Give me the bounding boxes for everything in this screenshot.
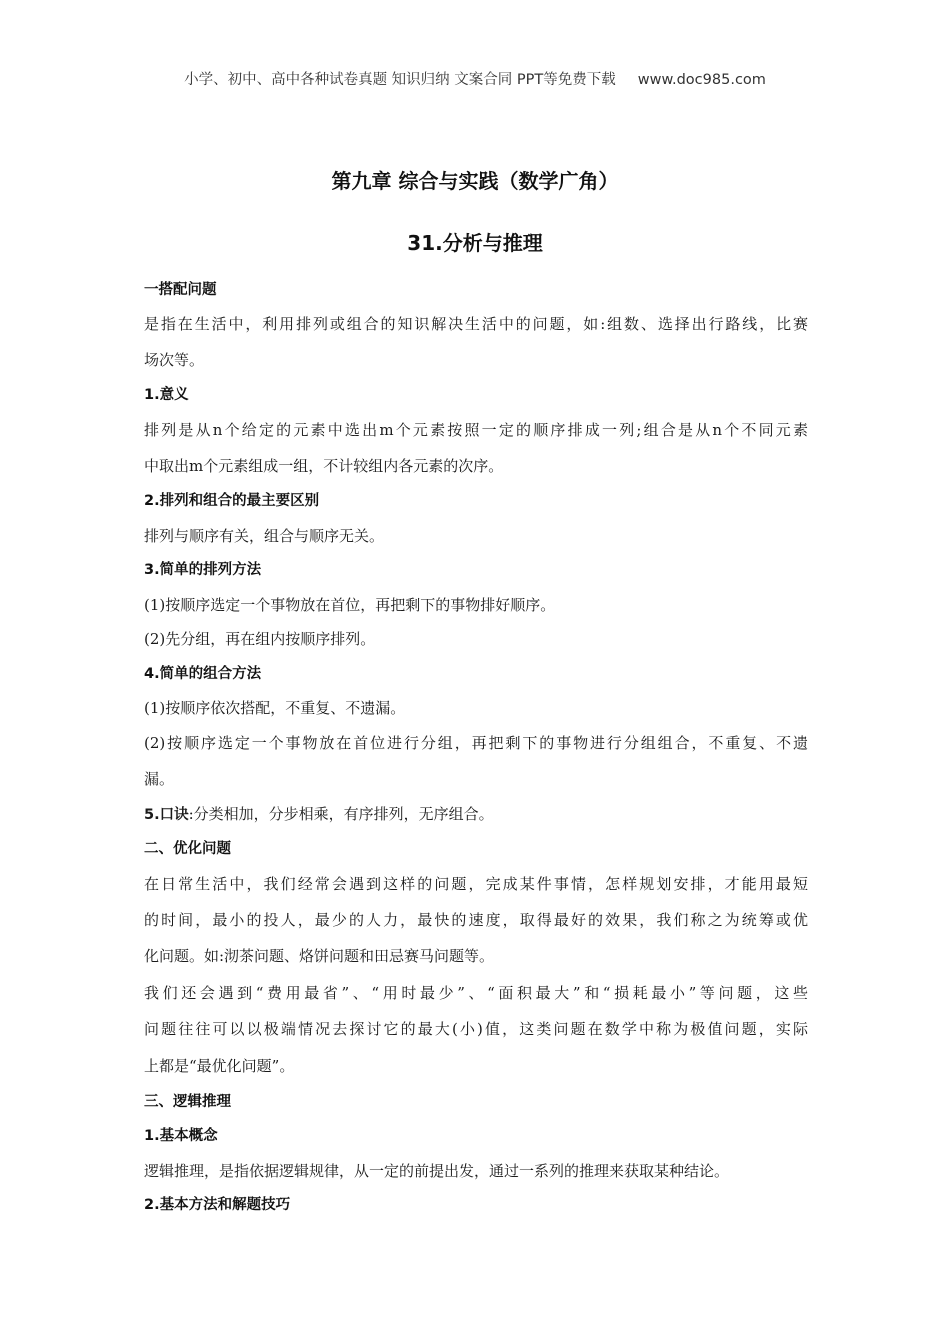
- section-title: 31.分析与推理: [407, 231, 543, 255]
- comb-method-line: (2)按顺序选定一个事物放在首位进行分组，再把剩下的事物进行分组组合，不重复、不遗: [144, 734, 808, 752]
- basic-concept-line: 逻辑推理，是指依据逻辑规律，从一定的前提出发，通过一系列的推理来获取某种结论。: [144, 1162, 730, 1180]
- page-header: [0, 68, 950, 89]
- perm-method-line: (1)按顺序选定一个事物放在首位，再把剩下的事物排好顺序。: [144, 596, 556, 614]
- part2-heading: 二、优化问题: [144, 841, 231, 857]
- difference-line: 排列与顺序有关，组合与顺序无关。: [144, 527, 385, 545]
- formula-label: 5.口诀: [144, 807, 189, 823]
- perm-method-heading: 3.简单的排列方法: [144, 562, 262, 578]
- meaning-heading: 1.意义: [144, 387, 189, 403]
- part1-intro-line: 是指在生活中，利用排列或组合的知识解决生活中的问题，如:组数、选择出行路线，比赛: [144, 315, 808, 333]
- comb-method-line: (1)按顺序依次搭配，不重复、不遗漏。: [144, 699, 406, 717]
- comb-method-heading: 4.简单的组合方法: [144, 666, 262, 682]
- part2-line: 化问题。如:沏茶问题、烙饼问题和田忌赛马问题等。: [144, 947, 495, 965]
- chapter-title: 第九章 综合与实践（数学广角）: [331, 169, 619, 193]
- meaning-line: 中取出m个元素组成一组，不计较组内各元素的次序。: [144, 457, 504, 475]
- part2-line: 问题往往可以以极端情况去探讨它的最大(小)值，这类问题在数学中称为极值问题，实际: [144, 1020, 808, 1038]
- part3-heading: 三、逻辑推理: [144, 1094, 231, 1110]
- comb-method-line: 漏。: [144, 770, 175, 788]
- header-text: 小学、初中、高中各种试卷真题 知识归纳 文案合同 PPT等免费下载: [184, 72, 616, 88]
- part2-line: 上都是“最优化问题”。: [144, 1057, 295, 1075]
- formula-text: :分类相加，分步相乘，有序排列，无序组合。: [188, 805, 494, 823]
- difference-heading: 2.排列和组合的最主要区别: [144, 493, 320, 509]
- perm-method-line: (2)先分组，再在组内按顺序排列。: [144, 630, 376, 648]
- method-heading: 2.基本方法和解题技巧: [144, 1197, 291, 1213]
- header-url[interactable]: www.doc985.com: [637, 72, 766, 88]
- basic-concept-heading: 1.基本概念: [144, 1128, 218, 1144]
- meaning-line: 排列是从n个给定的元素中选出m个元素按照一定的顺序排成一列;组合是从n个不同元素: [144, 421, 808, 439]
- part2-line: 我们还会遇到“费用最省”、“用时最少”、“面积最大”和“损耗最小”等问题，这些: [144, 984, 808, 1002]
- part2-line: 的时间，最小的投人，最少的人力，最快的速度，取得最好的效果，我们称之为统筹或优: [144, 911, 808, 929]
- part2-line: 在日常生活中，我们经常会遇到这样的问题，完成某件事情，怎样规划安排，才能用最短: [144, 875, 808, 893]
- part1-heading: 一搭配问题: [144, 282, 217, 298]
- part1-intro-line: 场次等。: [144, 351, 205, 369]
- formula-line: [144, 803, 808, 826]
